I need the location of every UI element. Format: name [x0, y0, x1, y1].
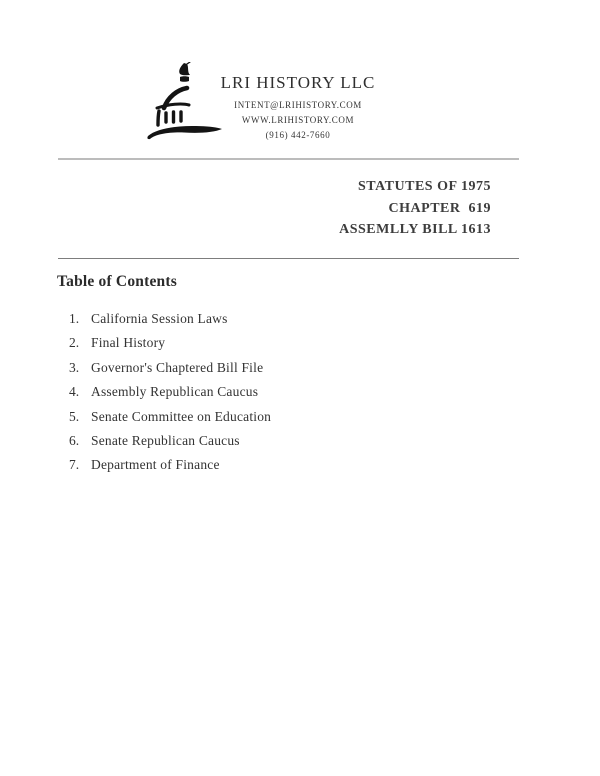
toc-item-number: 2. [69, 335, 80, 351]
company-name: LRI HISTORY LLC [220, 73, 376, 92]
toc-item-number: 5. [69, 408, 80, 424]
toc-item [69, 384, 271, 408]
toc-item-number: 1. [69, 311, 80, 326]
toc-item-label: Senate Committee on Education [91, 408, 272, 424]
toc-item-number: 4. [69, 384, 80, 400]
toc-item [69, 335, 271, 359]
toc-item [69, 360, 271, 384]
toc-list [69, 311, 271, 482]
letterhead [178, 74, 418, 143]
statutes-line: STATUTES OF 1975 [358, 179, 491, 194]
toc-item-number: 7. [69, 457, 80, 473]
assembly-bill-line: ASSEMLLY BILL 1613 [339, 222, 491, 237]
toc-item-label: Senate Republican Caucus [91, 432, 240, 448]
divider-rule-bottom [58, 258, 519, 259]
chapter-line: CHAPTER 619 [388, 200, 491, 216]
divider-rule-top [58, 158, 519, 160]
toc-item [69, 311, 271, 335]
company-phone: (916) 442-7660 [265, 130, 331, 140]
toc-item [69, 409, 271, 433]
toc-item-label: California Session Laws [91, 311, 228, 326]
toc-item-label: Department of Finance [91, 457, 220, 473]
statute-reference-block [339, 176, 491, 241]
toc-item-number: 3. [69, 359, 80, 375]
toc-heading: Table of Contents [57, 273, 177, 290]
toc-item-label: Assembly Republican Caucus [91, 384, 259, 400]
toc-item-label: Final History [91, 335, 166, 351]
company-website: WWW.LRIHISTORY.COM [241, 115, 355, 125]
toc-item [69, 457, 271, 481]
company-email: INTENT@LRIHISTORY.COM [234, 100, 362, 110]
toc-item-label: Governor's Chaptered Bill File [91, 359, 264, 375]
toc-item [69, 433, 271, 457]
toc-item-number: 6. [69, 432, 80, 448]
